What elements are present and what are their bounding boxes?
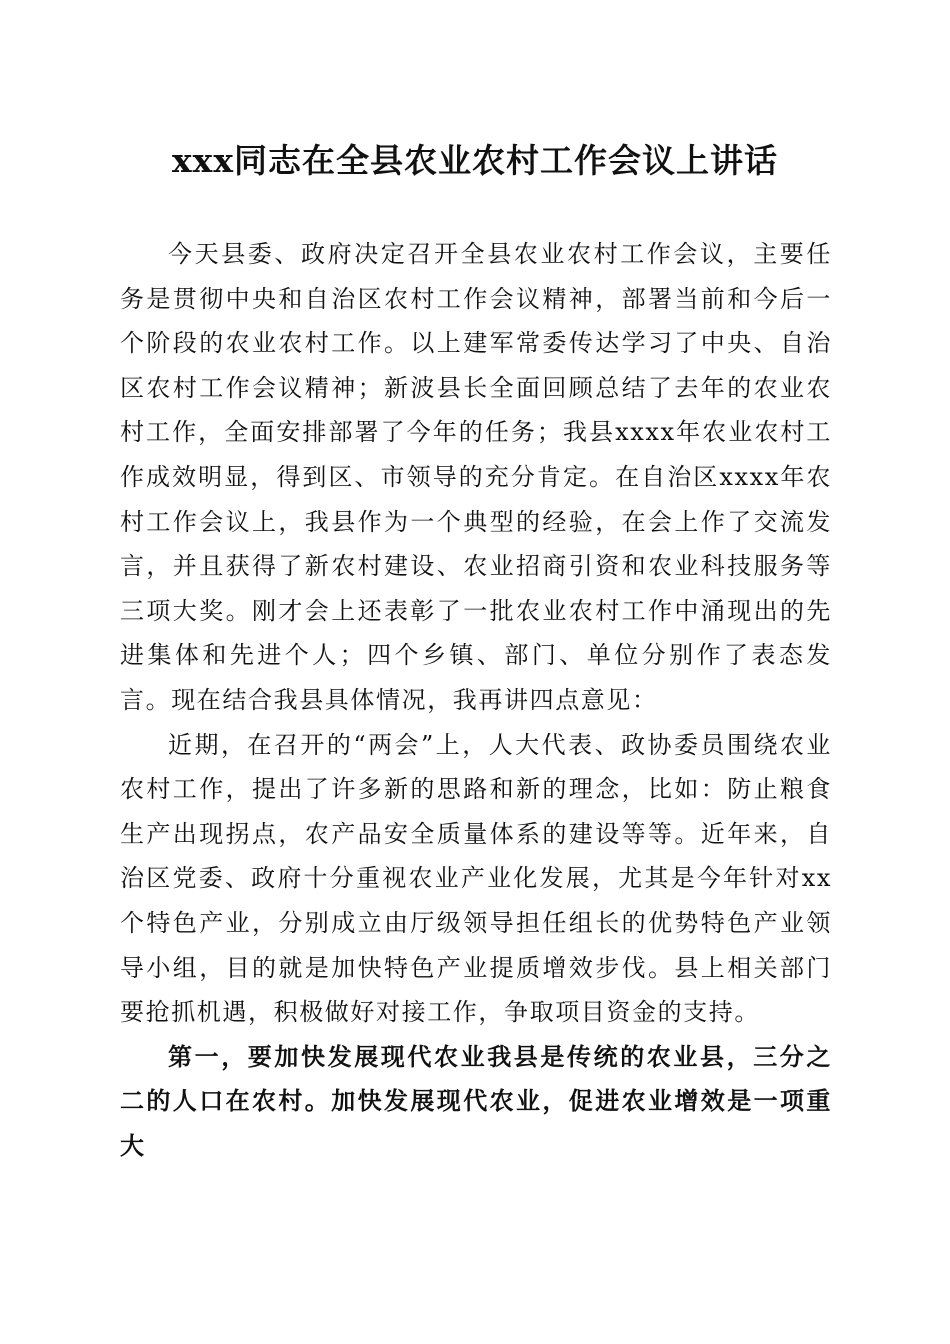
paragraph-opening: 今天县委、政府决定召开全县农业农村工作会议，主要任务是贯彻中央和自治区农村工作会议精神，部署当前和今后一个阶段的农业农村工作。以上建军常委传达学习了中央、自治区农村工作会议精神；新波县长全面回顾总结了去年的农业农村工作，全面安排部署了今年的任务；我县xxxx年农业农村工作成效明显，得到区、市领导的充分肯定。在自治区xxxx年农村工作会议上，我县作为一个典型的经验，在会上作了交流发言，并且获得了新农村建设、农业招商引资和农业科技服务等三项大奖。刚才会上还表彰了一批农业农村工作中涌现出的先进集体和先进个人；四个乡镇、部门、单位分别作了表态发言。现在结合我县具体情况，我再讲四点意见： — [120, 240, 832, 714]
document-body — [120, 232, 832, 1168]
paragraph-recent-sessions: 近期，在召开的“两会”上，人大代表、政协委员围绕农业农村工作，提出了许多新的思路和新的理念，比如：防止粮食生产出现拐点，农产品安全质量体系的建设等等。近年来，自治区党委、政府十分重视农业产业化发展，尤其是今年针对xx个特色产业，分别成立由厅级领导担任组长的优势特色产业领导小组，目的就是加快特色产业提质增效步伐。县上相关部门要抢抓机遇，积极做好对接工作，争取项目资金的支持。 — [120, 730, 832, 1027]
document-title: xxx同志在全县农业农村工作会议上讲话 — [171, 141, 779, 180]
paragraph-point-one: 第一，要加快发展现代农业我县是传统的农业县，三分之二的人口在农村。加快发展现代农业，促进农业增效是一项重大 — [120, 1041, 832, 1160]
